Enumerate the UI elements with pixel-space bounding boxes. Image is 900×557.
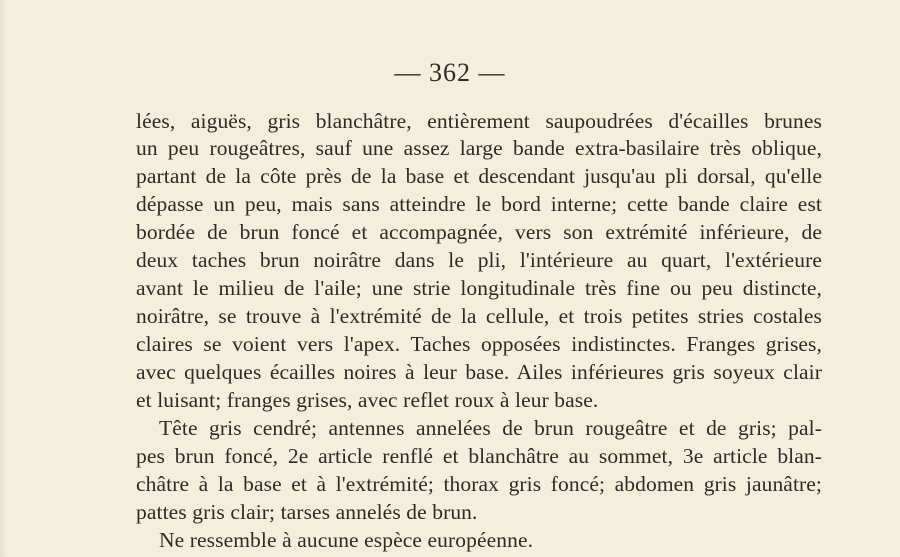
text-line-16: Ne ressemble à aucune espèce européenne. [159,528,534,552]
text-line-15: pattes gris clair; tarses annelés de brun. [136,500,478,524]
text-line-10: avec quelques écailles noires à leur base. Ailes inférieures gris soyeux clair [136,360,822,384]
text-line-12: Tête gris cendré; antennes annelées de brun rougeâtre et de gris; pal- [159,416,822,440]
text-line-1: lées, aiguës, gris blanchâtre, entièrement saupoudrées d'écailles brunes [136,109,822,133]
text-line-14: châtre à la base et à l'extrémité; thorax gris foncé; abdomen gris jaunâtre; [136,472,822,496]
text-line-3: partant de la côte près de la base et descendant jusqu'au pli dorsal, qu'elle [136,164,822,188]
text-line-7: avant le milieu de l'aile; une strie longitudinale très fine ou peu distincte, [136,276,822,300]
text-line-5: bordée de brun foncé et accompagnée, vers son extrémité inférieure, de [136,220,822,244]
text-line-2: un peu rougeâtres, sauf une assez large bande extra-basilaire très oblique, [136,136,822,160]
text-line-8: noirâtre, se trouve à l'extrémité de la cellule, et trois petites stries costales [136,304,822,328]
text-line-11: et luisant; franges grises, avec reflet roux à leur base. [136,388,599,412]
text-line-9: claires se voient vers l'apex. Taches opposées indistinctes. Franges grises, [136,332,822,356]
text-line-13: pes brun foncé, 2e article renflé et blanchâtre au sommet, 3e article blan- [136,444,822,468]
page-number: — 362 — [394,58,506,87]
text-line-6: deux taches brun noirâtre dans le pli, l'intérieure au quart, l'extérieure [136,248,822,272]
text-line-4: dépasse un peu, mais sans atteindre le bord interne; cette bande claire est [136,192,822,216]
